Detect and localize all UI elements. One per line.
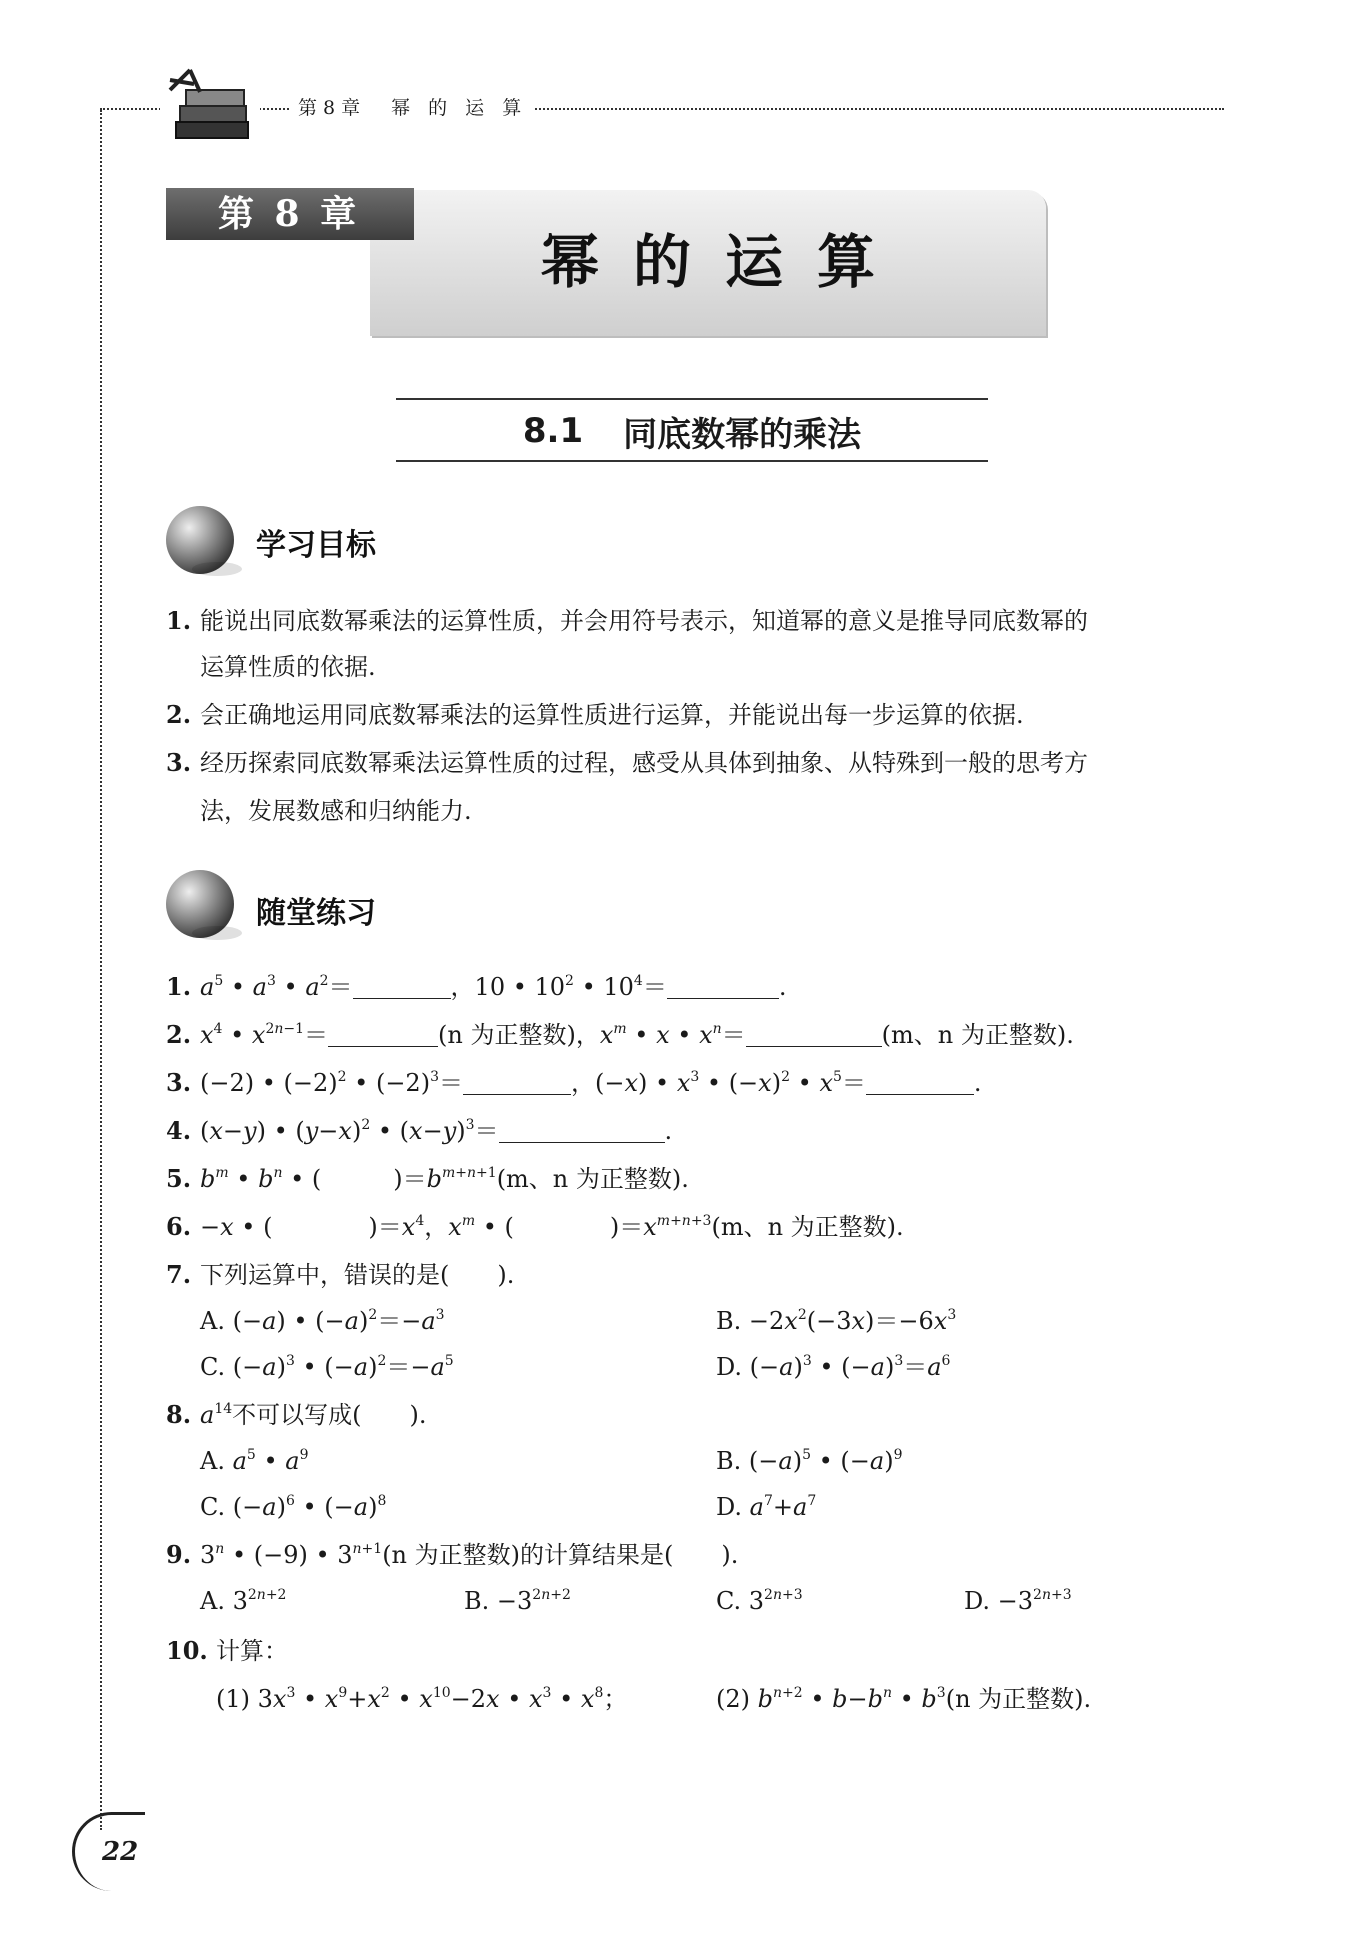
q10-part-1: (1) $3x^3$ • $x^9+x^2$ • $x^{10}-2x$ • $x^3$ • $x^8$； — [216, 1685, 628, 1713]
chapter-name: 幂的运算 — [540, 228, 909, 296]
q8-option-c: C. $(-a)^6$ • $(-a)^8$ — [200, 1493, 387, 1521]
q7-option-d: D. $(-a)^3$ • $(-a)^3=a^6$ — [716, 1353, 951, 1381]
margin-dotted-rule — [100, 110, 102, 1830]
section-number: 8.1 — [522, 411, 584, 451]
q9-option-a: A. $3^{2n+2}$ — [200, 1587, 287, 1615]
page-number: 22 — [102, 1837, 139, 1867]
question-7: 7. 下列运算中，错误的是( ). — [166, 1260, 515, 1289]
q9-option-c: C. $3^{2n+3}$ — [716, 1587, 803, 1615]
running-header: 第8章 幂 的 运 算 — [290, 96, 535, 120]
q10-part-2: (2) $b^{n+2}$ • $b-b^n$ • $b^3(n$ 为正整数). — [716, 1685, 1092, 1713]
question-1: 1. $a^5$ • $a^3$ • $a^2=$ ，10 • $10^2$ • $10^4=$ . — [166, 972, 787, 1001]
question-10: 10. 计算： — [166, 1636, 288, 1665]
objective-1: 1. 能说出同底数幂乘法的运算性质，并会用符号表示，知道幂的意义是推导同底数幂的 — [166, 606, 1088, 635]
objective-3: 3. 经历探索同底数幂乘法运算性质的过程，感受从具体到抽象、从特殊到一般的思考方 — [166, 748, 1088, 777]
chapter-tab: 第 8 章 — [166, 188, 414, 240]
q9-option-b: B. $-3^{2n+2}$ — [464, 1587, 571, 1615]
header-dotted-rule — [100, 108, 1224, 110]
objective-1-cont: 运算性质的依据. — [200, 653, 376, 681]
section-name: 同底数幂的乘法 — [623, 414, 862, 455]
section-title — [396, 404, 988, 458]
objective-2: 2. 会正确地运用同底数幂乘法的运算性质进行运算，并能说出每一步运算的依据. — [166, 700, 1024, 729]
globe-icon — [166, 506, 234, 574]
q8-option-b: B. $(-a)^5$ • $(-a)^9$ — [716, 1447, 903, 1475]
question-8: 8. $a^{14}$不可以写成( ). — [166, 1400, 427, 1429]
section-top-rule — [396, 398, 988, 400]
objective-3-cont: 法，发展数感和归纳能力. — [200, 797, 472, 825]
practice-heading: 随堂练习 — [256, 896, 376, 931]
q9-option-d: D. $-3^{2n+3}$ — [964, 1587, 1072, 1615]
question-9: 9. 3$^n$ • (−9) • $3^{n+1}(n$ 为正整数)的计算结果是( ). — [166, 1540, 739, 1569]
question-5: 5. $b^m$ • $b^n$ • ( )$=b^{m+n+1}(m$、n 为正整数). — [166, 1164, 689, 1193]
question-3: 3. (−2) • $(-2)^2$ • $(-2)^3=$ ，(−x) • $x^3$ • $(-x)^2$ • $x^5=$ . — [166, 1068, 982, 1097]
books-icon — [160, 60, 260, 148]
objectives-heading: 学习目标 — [256, 528, 376, 563]
question-4: 4. (x−y) • $(y-x)^2$ • $(x-y)^3=$ . — [166, 1116, 673, 1145]
q7-option-a: A. (−a) • $(-a)^2=-a^3$ — [200, 1307, 445, 1335]
section-bottom-rule — [396, 460, 988, 462]
globe-icon — [166, 870, 234, 938]
question-6: 6. −x • ( )$=x^4$，$x^m$ • ( )$=x^{m+n+3}(m$、n 为正整数). — [166, 1212, 904, 1241]
q8-option-a: A. $a^5$ • $a^9$ — [200, 1447, 309, 1475]
q7-option-c: C. $(-a)^3$ • $(-a)^2=-a^5$ — [200, 1353, 454, 1381]
q7-option-b: B. $-2x^2(-3x)=-6x^3$ — [716, 1307, 957, 1335]
q8-option-d: D. $a^7+a^7$ — [716, 1493, 817, 1521]
question-2: 2. $x^4$ • $x^{2n-1}= (n$ 为正整数)，$x^m$ • x • $x^n= (m$、n 为正整数). — [166, 1020, 1074, 1049]
